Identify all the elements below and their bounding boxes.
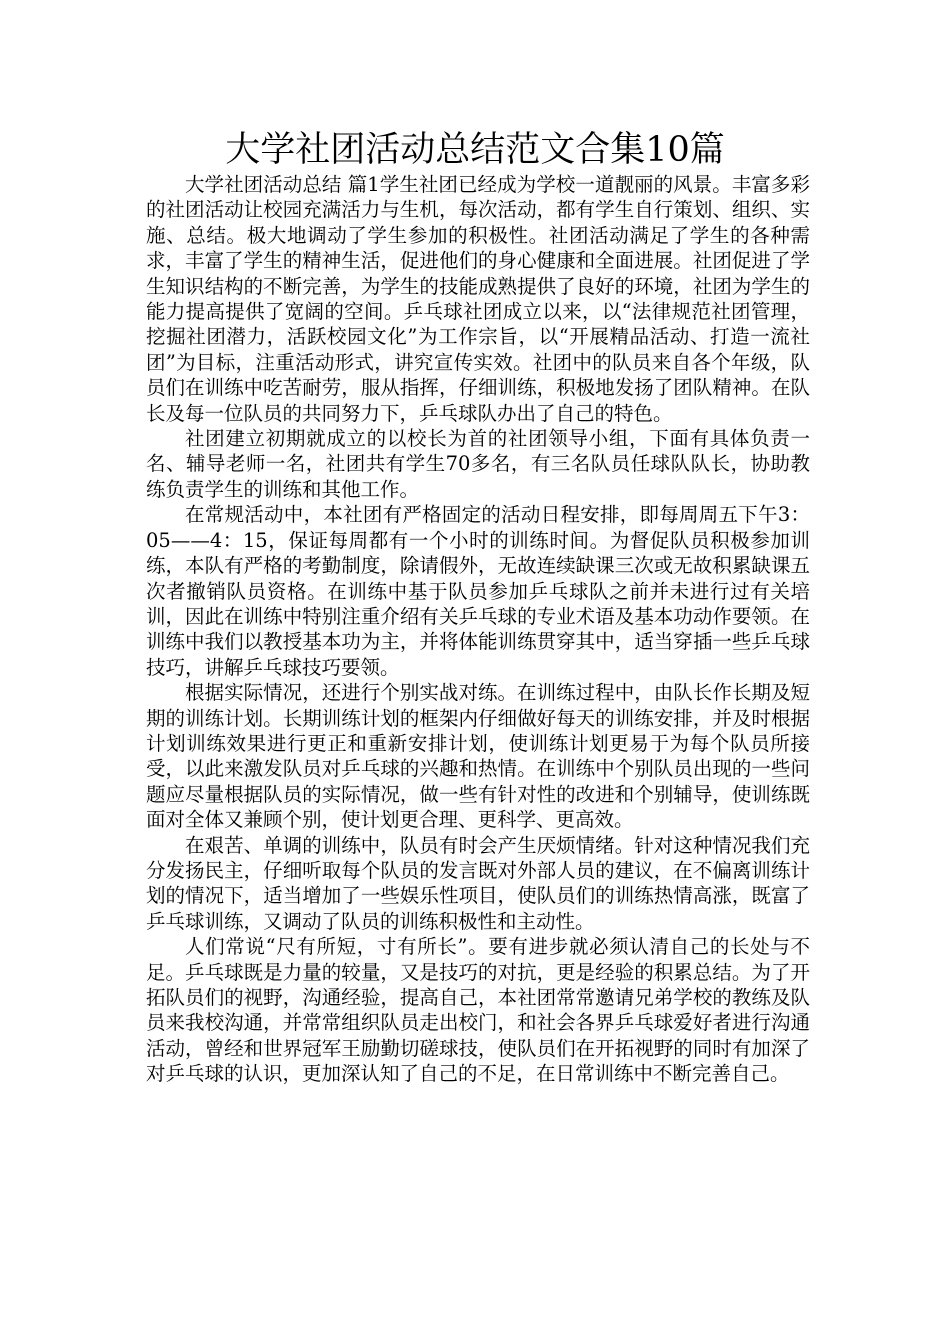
document-body xyxy=(146,172,810,1087)
paragraph-intro: 大学社团活动总结 篇1学生社团已经成为学校一道靓丽的风景。丰富多彩的社团活动让校园充满活力与生机，每次活动，都有学生自行策划、组织、实施、总结。极大地调动了学生参加的积极性。社团活动满足了学生的各种需求，丰富了学生的精神生活，促进他们的身心健康和全面进展。社团促进了学生知识结构的不断完善，为学生的技能成熟提供了良好的环境，社团为学生的能力提高提供了宽阔的空间。乒乓球社团成立以来，以“法律规范社团管理，挖掘社团潜力，活跃校园文化”为工作宗旨，以“开展精品活动、打造一流社团”为目标，注重活动形式，讲究宣传实效。社团中的队员来自各个年级，队员们在训练中吃苦耐劳，服从指挥，仔细训练，积极地发扬了团队精神。在队长及每一位队员的共同努力下，乒乓球队办出了自己的特色。 xyxy=(146,173,810,425)
paragraph-organization: 社团建立初期就成立的以校长为首的社团领导小组，下面有具体负责一名、辅导老师一名，社团共有学生70多名，有三名队员任球队队长，协助教练负责学生的训练和其他工作。 xyxy=(146,427,810,501)
paragraph-exchange: 人们常说“尺有所短，寸有所长”。要有进步就必须认清自己的长处与不足。乒乓球既是力量的较量，又是技巧的对抗，更是经验的积累总结。为了开拓队员们的视野，沟通经验，提高自己，本社团常常邀请兄弟学校的教练及队员来我校沟通，并常常组织队员走出校门，和社会各界乒乓球爱好者进行沟通活动，曾经和世界冠军王励勤切磋球技，使队员们在开拓视野的同时有加深了对乒乓球的认识，更加深认知了自己的不足，在日常训练中不断完善自己。 xyxy=(146,935,810,1086)
paragraph-motivation: 在艰苦、单调的训练中，队员有时会产生厌烦情绪。针对这种情况我们充分发扬民主，仔细听取每个队员的发言既对外部人员的建议，在不偏离训练计划的情况下，适当增加了一些娱乐性项目，使队员们的训练热情高涨，既富了乒乓球训练，又调动了队员的训练积极性和主动性。 xyxy=(146,833,810,933)
document-title: 大学社团活动总结范文合集10篇 xyxy=(225,130,725,170)
paragraph-training-plan: 根据实际情况，还进行个别实战对练。在训练过程中，由队长作长期及短期的训练计划。长期训练计划的框架内仔细做好每天的训练安排，并及时根据计划训练效果进行更正和重新安排计划，使训练计划更易于为每个队员所接受，以此来激发队员对乒乓球的兴趣和热情。在训练中个别队员出现的一些问题应尽量根据队员的实际情况，做一些有针对性的改进和个别辅导，使训练既面对全体又兼顾个别，使计划更合理、更科学、更高效。 xyxy=(146,681,810,832)
paragraph-schedule: 在常规活动中，本社团有严格固定的活动日程安排，即每周周五下午3：05——4：15，保证每周都有一个小时的训练时间。为督促队员积极参加训练，本队有严格的考勤制度，除请假外，无故连续缺课三次或无故积累缺课五次者撤销队员资格。在训练中基于队员参加乒乓球队之前并未进行过有关培训，因此在训练中特别注重介绍有关乒乓球的专业术语及基本功动作要领。在训练中我们以教授基本功为主，并将体能训练贯穿其中，适当穿插一些乒乓球技巧，讲解乒乓球技巧要领。 xyxy=(146,503,810,679)
